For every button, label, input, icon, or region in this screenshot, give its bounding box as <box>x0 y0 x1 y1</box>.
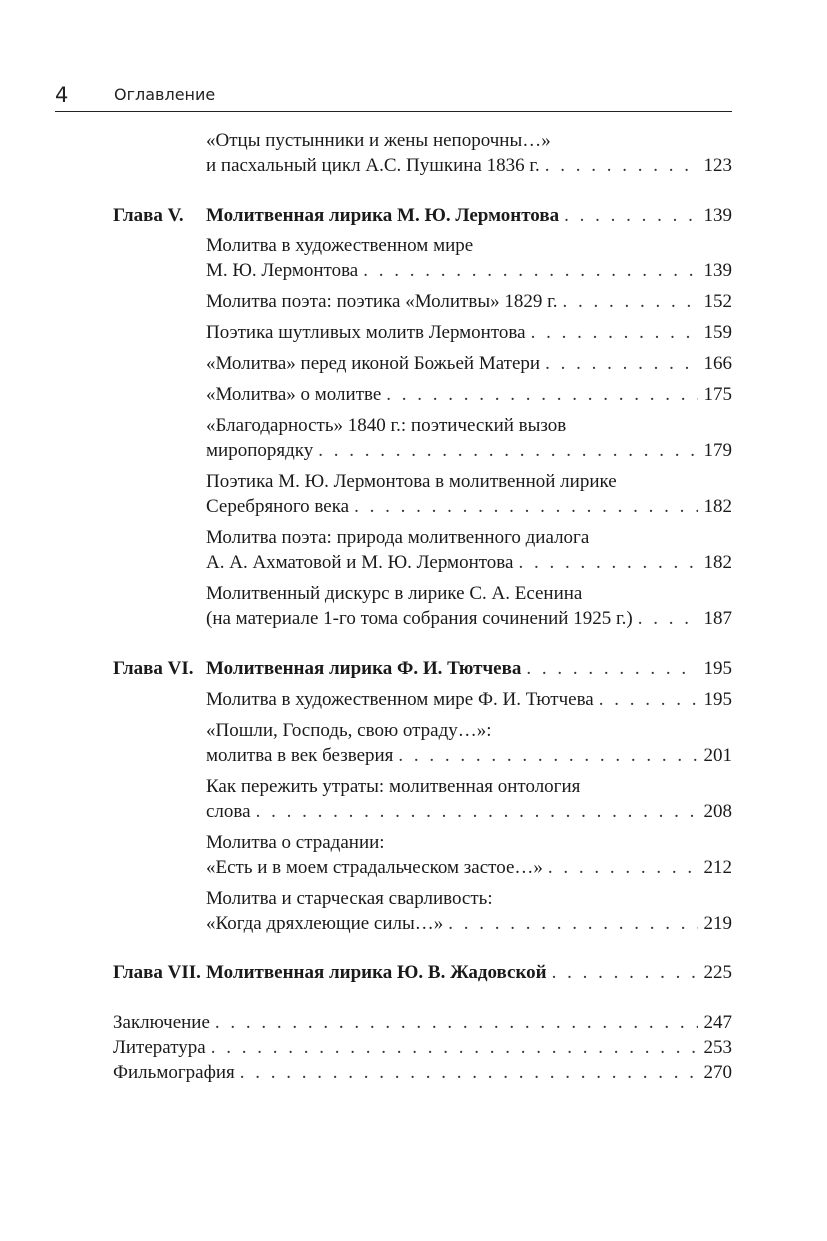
chapter-title: Молитвенная лирика Ю. В. Жадовской <box>206 962 547 983</box>
toc-entry-line1: «Пошли, Господь, свою отраду…»: <box>206 720 492 741</box>
toc-entry[interactable] <box>206 320 732 345</box>
toc-entry-line1: «Благодарность» 1840 г.: поэтический вызов <box>206 415 567 436</box>
dot-leader <box>318 438 697 463</box>
toc-page-number: 201 <box>703 745 732 766</box>
dot-leader <box>531 320 698 345</box>
toc-page-number: 247 <box>703 1012 732 1033</box>
toc-page-number: 212 <box>703 857 732 878</box>
chapter-label: Глава V. <box>113 205 184 226</box>
toc-page-number: 159 <box>703 322 732 343</box>
dot-leader <box>211 1035 698 1060</box>
toc-entry-line1: «Отцы пустынники и жены непорочны…» <box>206 130 551 151</box>
dot-leader <box>354 494 697 519</box>
dot-leader <box>638 606 698 631</box>
toc-entry-line1: Молитва в художественном мире <box>206 235 474 256</box>
running-header <box>55 82 732 112</box>
toc-page-number: 187 <box>703 608 732 629</box>
chapter-label: Глава VII. <box>113 962 201 983</box>
toc-entry[interactable] <box>206 830 732 880</box>
chapter-title: Молитвенная лирика Ф. И. Тютчева <box>206 658 522 679</box>
dot-leader <box>599 687 698 712</box>
toc-page-number: 253 <box>703 1037 732 1058</box>
toc-page-number: 123 <box>703 155 732 176</box>
toc-entry-filmography[interactable] <box>113 1060 732 1085</box>
toc-entry-title: М. Ю. Лермонтова <box>206 260 359 281</box>
toc-entry[interactable] <box>206 718 732 768</box>
dot-leader <box>240 1060 698 1085</box>
toc-entry-title: молитва в век безверия <box>206 745 394 766</box>
chapter-title: Молитвенная лирика М. Ю. Лермонтова <box>206 205 560 226</box>
dot-leader <box>215 1010 698 1035</box>
toc-entry[interactable] <box>206 289 732 314</box>
dot-leader <box>548 855 698 880</box>
toc-page-number: 166 <box>703 353 732 374</box>
toc-entry[interactable] <box>206 886 732 936</box>
toc-page-number: 179 <box>703 440 732 461</box>
dot-leader <box>363 258 697 283</box>
header-title: Оглавление <box>114 85 216 104</box>
toc-page-number: 182 <box>703 496 732 517</box>
toc-entry[interactable] <box>206 469 732 519</box>
toc-page-number: 195 <box>703 689 732 710</box>
toc-entry-line1: Молитвенный дискурс в лирике С. А. Есенина <box>206 583 583 604</box>
dot-leader <box>518 550 697 575</box>
toc-page-number: 195 <box>703 658 732 679</box>
toc-entry-title: «Молитва» перед иконой Божьей Матери <box>206 353 541 374</box>
toc-entry-line1: Молитва поэта: природа молитвенного диалога <box>206 527 590 548</box>
dot-leader <box>563 289 698 314</box>
toc-entry[interactable] <box>206 382 732 407</box>
toc-entry-title: миропорядку <box>206 440 314 461</box>
dot-leader <box>398 743 697 768</box>
toc-chapter-6[interactable] <box>206 656 732 681</box>
page-number: 4 <box>55 83 69 107</box>
toc-page-number: 182 <box>703 552 732 573</box>
toc-entry[interactable] <box>206 233 732 283</box>
toc-entry-title: (на материале 1-го тома собрания сочинений 1925 г.) <box>206 608 633 629</box>
toc-page-number: 139 <box>703 260 732 281</box>
toc-entry[interactable] <box>206 351 732 376</box>
toc-entry-title: Заключение <box>113 1012 210 1033</box>
toc-entry-title: и пасхальный цикл А.С. Пушкина 1836 г. <box>206 155 540 176</box>
toc-entry-intro[interactable] <box>206 128 732 178</box>
toc-entry-title: Серебряного века <box>206 496 350 517</box>
toc-entry-line1: Поэтика М. Ю. Лермонтова в молитвенной лирике <box>206 471 617 492</box>
toc-page-number: 139 <box>703 205 732 226</box>
toc-entry-line1: Молитва о страдании: <box>206 832 385 853</box>
dot-leader <box>564 203 697 228</box>
dot-leader <box>545 351 697 376</box>
dot-leader <box>256 799 698 824</box>
dot-leader <box>545 153 698 178</box>
toc-entry[interactable] <box>206 774 732 824</box>
toc-entry-title: Молитва в художественном мире Ф. И. Тютчева <box>206 689 594 710</box>
toc-page-number: 270 <box>703 1062 732 1083</box>
toc-entry-title: А. А. Ахматовой и М. Ю. Лермонтова <box>206 552 514 573</box>
toc-page-number: 225 <box>703 962 732 983</box>
toc-entry-title: Молитва поэта: поэтика «Молитвы» 1829 г. <box>206 291 558 312</box>
dot-leader <box>526 656 697 681</box>
toc-page-number: 175 <box>703 384 732 405</box>
toc-entry-line1: Как пережить утраты: молитвенная онтология <box>206 776 581 797</box>
toc-entry-title: «Когда дряхлеющие силы…» <box>206 913 444 934</box>
toc-entry[interactable] <box>206 581 732 631</box>
toc-entry-title: «Есть и в моем страдальческом застое…» <box>206 857 543 878</box>
toc-entry[interactable] <box>206 413 732 463</box>
toc-entry[interactable] <box>206 525 732 575</box>
toc-entry-title: Фильмография <box>113 1062 235 1083</box>
dot-leader <box>448 911 697 936</box>
toc-entry[interactable] <box>206 687 732 712</box>
toc-page-number: 152 <box>703 291 732 312</box>
toc-chapter-7[interactable] <box>206 960 732 985</box>
chapter-label: Глава VI. <box>113 658 194 679</box>
toc-chapter-5[interactable] <box>206 203 732 228</box>
toc-entry-title: «Молитва» о молитве <box>206 384 382 405</box>
dot-leader <box>386 382 697 407</box>
toc-page-number: 208 <box>703 801 732 822</box>
toc-page-number: 219 <box>703 913 732 934</box>
dot-leader <box>552 960 698 985</box>
toc-entry-title: Литература <box>113 1037 206 1058</box>
toc-entry-title: слова <box>206 801 251 822</box>
toc-entry-line1: Молитва и старческая сварливость: <box>206 888 493 909</box>
toc-entry-title: Поэтика шутливых молитв Лермонтова <box>206 322 526 343</box>
toc-entry-conclusion[interactable] <box>113 1010 732 1035</box>
toc-entry-literature[interactable] <box>113 1035 732 1060</box>
